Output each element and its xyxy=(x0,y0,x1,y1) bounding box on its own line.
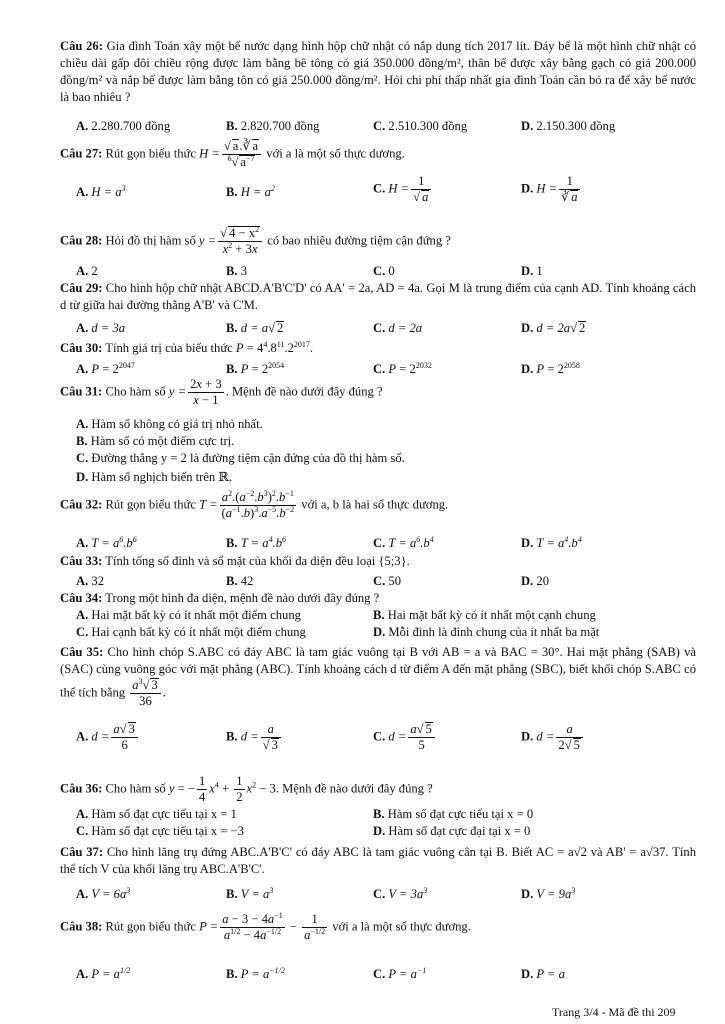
option-a: A. $H = a^3$ xyxy=(76,184,126,199)
question-36: Câu 36: Cho hàm số y = − $\frac{1}{4}$ $x^4$ + $\frac{1}{2}$ $x^2 - 3$. Mệnh đề nào dưới đây đúng ? xyxy=(60,774,433,804)
options-37 xyxy=(76,886,696,904)
question-label: Câu 33: xyxy=(60,554,103,568)
option-a: A. $T = a^6.b^6$ xyxy=(76,535,137,550)
fraction: $\frac{a^2.(a^{-2}.b^3)^2.b^{-1}}{(a^{-1}.b)^3.a^{-5}.b^{-2}}$ xyxy=(221,489,295,520)
question-text: Cho hình hộp chữ nhật ABCD.A'B'C'D' có AA' = 2a, AD = 4a. Gọi M là trung điểm của cạnh AD. Tính khoảng cách d từ giữa hai đường thẳng A'B' và C'M. xyxy=(60,281,696,312)
option-c: C. Hàm số đạt cực tiểu tại x = −3 xyxy=(76,824,244,838)
question-label: Câu 31: xyxy=(60,384,103,399)
question-27 xyxy=(60,139,696,179)
option-c: C. $P = a^{-1}$ xyxy=(373,966,427,981)
option-b: B. $V = a^3$ xyxy=(226,886,274,901)
options-34-row1 xyxy=(76,607,696,625)
option-d: D. 20 xyxy=(521,574,549,588)
question-tail: với a, b là hai số thực dương. xyxy=(298,497,449,512)
option-c: C. 0 xyxy=(373,264,395,278)
option-a: A. $V = 6a^3$ xyxy=(76,886,131,901)
option-d: D. Hàm số nghịch biến trên ℝ. xyxy=(76,470,232,484)
question-text: Cho hình chóp S.ABC có đáy ABC là tam giác vuông tại B với AB = a và BAC = 30°. Hai mặt phẳng (SAB) và (SAC) cùng vuông góc với mặt phẳng (ABC). Tính khoảng cách d từ điểm A đến mặt phẳng (SBC), biết khối chóp S.ABC có thể tích bằng xyxy=(60,645,697,700)
option-b: B. $H = a^2$ xyxy=(226,184,275,199)
fraction: $\frac{√ 4 - x^2}{x^2 + 3x}$ xyxy=(218,226,262,257)
option-d: D. Mỗi đỉnh là đỉnh chung của ít nhất ba mặt xyxy=(373,625,600,639)
option-c: C. $P = 2^{2032}$ xyxy=(373,361,432,376)
option-b: B. d = a√ 2 xyxy=(226,321,284,335)
question-35: Câu 35: Cho hình chóp S.ABC có đáy ABC là tam giác vuông tại B với AB = a và BAC = 30°. Hai mặt phẳng (SAB) và (SAC) cùng vuông góc với mặt phẳng (ABC). Tính khoảng cách d từ điểm A đến mặt phẳng (SBC), biết khối chóp S.ABC có thể tích bằng $\frac{a^3√ 3}{36}$ . xyxy=(60,645,697,708)
option-b: B. $P = a^{-1/2}$ xyxy=(226,966,285,981)
question-34 xyxy=(60,590,696,607)
question-label: Câu 38: xyxy=(60,919,103,934)
question-text: Hỏi đồ thị hàm số xyxy=(102,233,196,248)
question-tail: . Mệnh đề nào dưới đây đúng ? xyxy=(275,781,433,796)
question-38: Câu 38: Rút gọn biểu thức P = $\frac{a - 3 - 4a^{-1}}{a^{1/2} - 4a^{-1/2}}$ − $\frac{1}{a^{-1/2}}$ với a là một số thực dương. xyxy=(60,911,471,942)
options-36-row1 xyxy=(76,806,696,824)
question-label: Câu 27: xyxy=(60,146,103,161)
option-d: D. P = a xyxy=(521,967,565,981)
options-26 xyxy=(76,118,696,136)
option-c: C. $V = 3a^3$ xyxy=(373,886,428,901)
option-c: C. H = $\frac{1}{√ a}$ xyxy=(373,174,433,205)
question-tail: . Mệnh đề nào dưới đây đúng ? xyxy=(225,384,383,399)
option-d: D. Hàm số đạt cực đại tại x = 0 xyxy=(373,824,531,838)
question-text: Rút gọn biểu thức xyxy=(102,919,196,934)
question-32: Câu 32: Rút gọn biểu thức T = $\frac{a^2.(a^{-2}.b^3)^2.b^{-1}}{(a^{-1}.b)^3.a^{-5}.b^{-2}}$ với a, b là hai số thực dương. xyxy=(60,489,449,520)
option-c: C. $T = a^6.b^4$ xyxy=(373,535,434,550)
option-c: C. d = 2a xyxy=(373,321,423,335)
option-d: D. d = 2a√ 2 xyxy=(521,321,586,335)
option-b: B. 42 xyxy=(226,574,254,588)
question-31: Câu 31: Cho hàm số y = $\frac{2x + 3}{x - 1}$ . Mệnh đề nào dưới đây đúng ? xyxy=(60,377,383,407)
option-c: C. 50 xyxy=(373,574,401,588)
option-a: A. d = $\frac{a√ 3}{6}$ xyxy=(76,722,140,753)
options-34-row2 xyxy=(76,624,696,642)
question-30: Câu 30: Tính giá trị của biểu thức $P = 4^4.8^{11}.2^{2017}$. xyxy=(60,340,314,355)
formula-h: H = xyxy=(199,146,220,161)
question-label: Câu 30: xyxy=(60,341,103,355)
options-29 xyxy=(76,320,696,338)
question-label: Câu 37: xyxy=(60,845,104,859)
question-text: Rút gọn biểu thức xyxy=(102,146,196,161)
question-text: Trong một hình đa diện, mệnh đề nào dưới đây đúng ? xyxy=(102,591,380,605)
options-31 xyxy=(76,416,696,486)
question-label: Câu 36: xyxy=(60,781,103,796)
question-label: Câu 34: xyxy=(60,591,103,605)
option-c: C. 2.510.300 đồng xyxy=(373,119,468,133)
question-26 xyxy=(60,38,696,106)
question-28: Câu 28: Hỏi đồ thị hàm số y = $\frac{√ 4 - x^2}{x^2 + 3x}$ có bao nhiêu đường tiệm cận đứng ? xyxy=(60,225,451,256)
option-d: D. $V = 9a^3$ xyxy=(521,886,576,901)
question-tail: có bao nhiêu đường tiệm cận đứng ? xyxy=(264,233,451,248)
question-text: Cho hình lăng trụ đứng ABC.A'B'C' có đáy ABC là tam giác vuông cân tại B. Biết AC = a√2 và AB' = a√37. Tính thể tích V của khối lăng trụ ABC.A'B'C'. xyxy=(60,845,696,876)
option-c: C. Hai cạnh bất kỳ có ít nhất một điểm chung xyxy=(76,625,306,639)
option-b: B. $P = 2^{2054}$ xyxy=(226,361,285,376)
fraction: $\frac{√ a.∛ a}{^6√ a^{-7}}$ xyxy=(222,139,261,170)
option-d: D. H = $\frac{1}{∛ a}$ xyxy=(521,174,582,205)
question-text: Gia đình Toán xây một bể nước dạng hình hộp chữ nhật có nắp dung tích 2017 lít. Đáy bể là một hình chữ nhật có chiều dài gấp đôi chiều rộng được làm bằng bê tông có giá 350.000 đồng/m², thân bể được xây bằng gạch có giá 200.000 đồng/m² và nắp bể được làm bằng tôn có giá 250.000 đồng/m². Hỏi chi phí thấp nhất gia đình Toán cần bỏ ra để xây bể nước là bao nhiêu ? xyxy=(60,39,696,104)
question-text: Cho hàm số xyxy=(102,384,166,399)
option-b: B. Hàm số đạt cực tiểu tại x = 0 xyxy=(373,807,534,821)
question-label: Câu 35: xyxy=(60,645,104,659)
option-a: A. d = 3a xyxy=(76,321,126,335)
options-28 xyxy=(76,263,696,281)
option-b: B. Hai mặt bất kỳ có ít nhất một cạnh chung xyxy=(373,608,596,622)
option-b: B. d = $\frac{a}{√ 3}$ xyxy=(226,722,283,753)
question-text: Cho hàm số xyxy=(102,781,166,796)
question-text: Tính giá trị của biểu thức xyxy=(102,341,233,355)
option-a: A. Hàm số đạt cực tiểu tại x = 1 xyxy=(76,807,237,821)
options-35 xyxy=(76,722,696,752)
option-d: D. 2.150.300 đồng xyxy=(521,119,616,133)
option-a: A. Hàm số không có giá trị nhỏ nhất. xyxy=(76,417,263,431)
option-d: D. 1 xyxy=(521,264,543,278)
option-a: A. 32 xyxy=(76,574,104,588)
page-footer: Trang 3/4 - Mã đề thi 209 xyxy=(552,1005,676,1019)
fraction: $\frac{a^3√ 3}{36}$ xyxy=(130,678,161,709)
question-label: Câu 29: xyxy=(60,281,103,295)
option-b: B. 3 xyxy=(226,264,248,278)
question-33 xyxy=(60,553,696,570)
fraction: $\frac{a - 3 - 4a^{-1}}{a^{1/2} - 4a^{-1/2}}$ xyxy=(222,911,283,942)
question-37 xyxy=(60,844,696,878)
options-36-row2 xyxy=(76,823,696,841)
option-c: C. Đường thẳng y = 2 là đường tiệm cận đứng của đồ thị hàm số. xyxy=(76,451,405,465)
option-b: B. Hàm số có một điểm cực trị. xyxy=(76,434,235,448)
options-32 xyxy=(76,535,696,553)
options-38 xyxy=(76,966,696,984)
question-label: Câu 26: xyxy=(60,39,103,53)
option-c: C. d = $\frac{a√ 5}{5}$ xyxy=(373,722,437,753)
option-a: A. 2 xyxy=(76,264,98,278)
option-a: A. Hai mặt bất kỳ có ít nhất một điểm chung xyxy=(76,608,301,622)
options-33 xyxy=(76,573,696,591)
option-a: A. $P = a^{1/2}$ xyxy=(76,966,131,981)
question-text: Tính tổng số đỉnh và số mặt của khối đa diện đều loại {5;3}. xyxy=(102,554,410,568)
question-text: Rút gọn biểu thức xyxy=(102,497,196,512)
question-tail: với a là một số thực dương. xyxy=(263,146,405,161)
option-a: A. 2.280.700 đồng xyxy=(76,119,171,133)
option-d: D. d = $\frac{a}{2√ 5}$ xyxy=(521,722,585,753)
option-a: A. $P = 2^{2047}$ xyxy=(76,361,135,376)
fraction: $\frac{2x + 3}{x - 1}$ xyxy=(190,377,222,407)
options-27 xyxy=(76,174,696,204)
option-d: D. $P = 2^{2058}$ xyxy=(521,361,580,376)
option-b: B. $T = a^4.b^6$ xyxy=(226,535,287,550)
question-29 xyxy=(60,280,696,314)
option-b: B. 2.820.700 đồng xyxy=(226,119,320,133)
question-label: Câu 28: xyxy=(60,233,103,248)
question-tail: với a là một số thực dương. xyxy=(329,919,471,934)
option-d: D. $T = a^4.b^4$ xyxy=(521,535,582,550)
question-label: Câu 32: xyxy=(60,497,103,512)
